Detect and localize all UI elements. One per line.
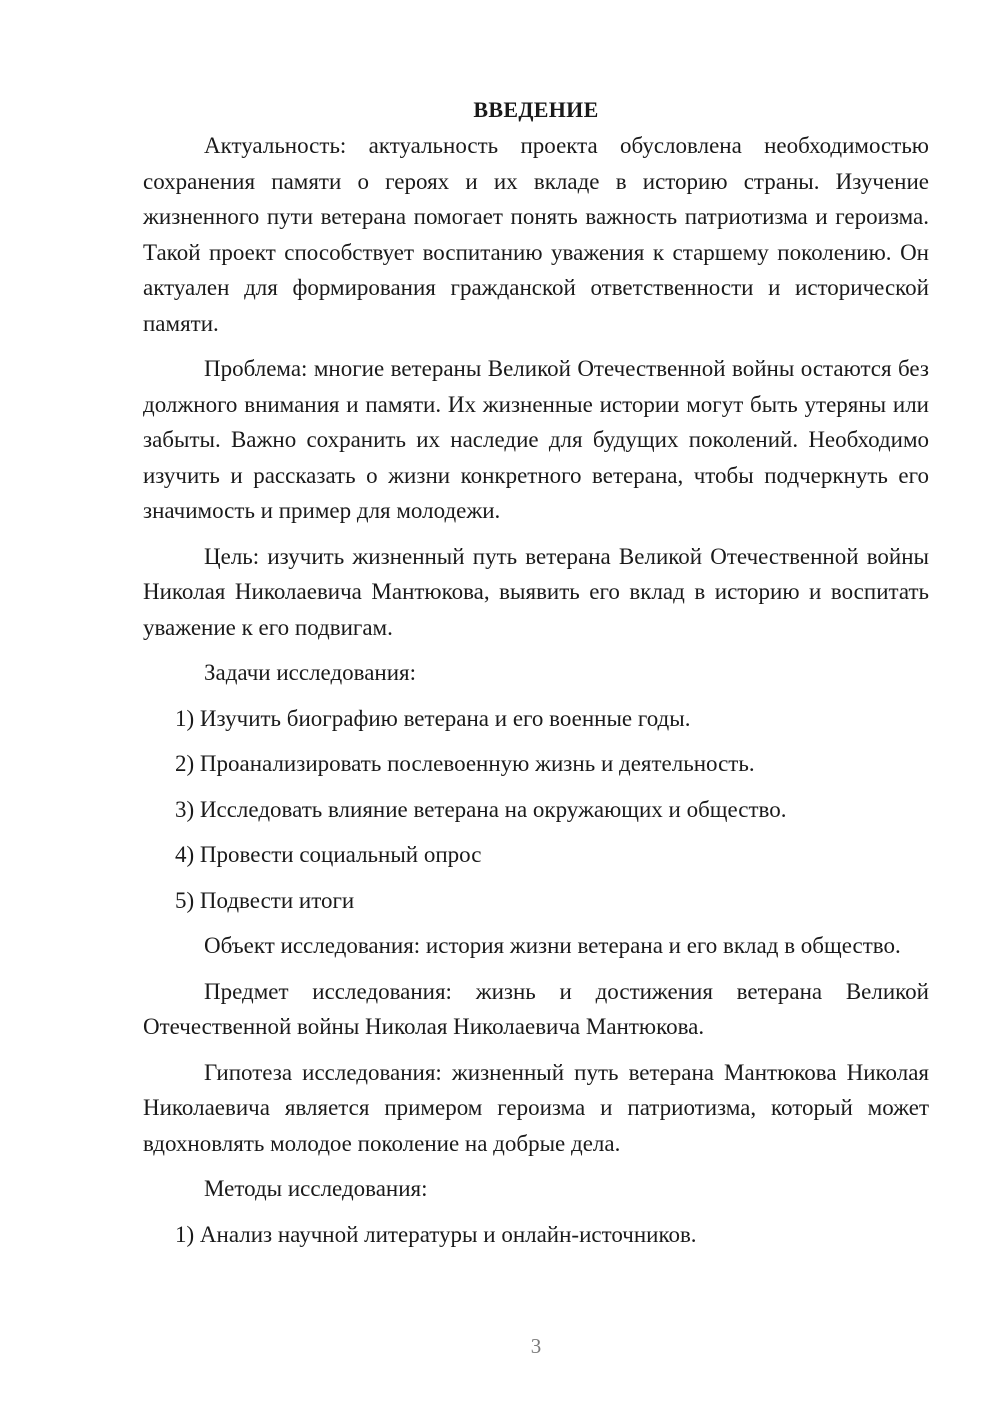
- paragraph-relevance: Актуальность: актуальность проекта обусловлена необходимостью сохранения памяти о героях и их вкладе в историю страны. Изучение жизненного пути ветерана помогает понять важность патриотизма и героизма. Такой проект способствует воспитанию уважения к старшему поколению. Он актуален для формирования гражданской ответственности и исторической памяти.: [143, 133, 929, 336]
- method-item: 1) Анализ научной литературы и онлайн-источников.: [175, 1221, 697, 1247]
- paragraph-goal: Цель: изучить жизненный путь ветерана Великой Отечественной войны Николая Николаевича Мантюкова, выявить его вклад в историю и воспитать уважение к его подвигам.: [143, 543, 929, 640]
- paragraph-subject: Предмет исследования: жизнь и достижения ветерана Великой Отечественной войны Николая Николаевича Мантюкова.: [143, 978, 929, 1039]
- task-item: 4) Провести социальный опрос: [175, 842, 482, 867]
- paragraph-hypothesis: Гипотеза исследования: жизненный путь ветерана Мантюкова Николая Николаевича является примером героизма и патриотизма, который может вдохновлять молодое поколение на добрые дела.: [143, 1059, 929, 1156]
- task-item: 2) Проанализировать послевоенную жизнь и деятельность.: [175, 751, 755, 776]
- section-title: ВВЕДЕНИЕ: [473, 97, 599, 122]
- task-item: 3) Исследовать влияние ветерана на окружающих и общество.: [175, 796, 787, 822]
- tasks-heading: Задачи исследования:: [204, 660, 417, 685]
- methods-heading: Методы исследования:: [204, 1176, 428, 1201]
- paragraph-object: Объект исследования: история жизни ветерана и его вклад в общество.: [204, 933, 901, 958]
- paragraph-problem: Проблема: многие ветераны Великой Отечественной войны остаются без должного внимания и памяти. Их жизненные истории могут быть утеряны или забыты. Важно сохранить их наследие для будущих поколений. Необходимо изучить и рассказать о жизни конкретного ветерана, чтобы подчеркнуть его значимость и пример для молодежи.: [143, 356, 929, 523]
- page-content: [143, 92, 929, 1252]
- task-item: 1) Изучить биографию ветерана и его военные годы.: [175, 705, 691, 731]
- task-item: 5) Подвести итоги: [175, 887, 355, 913]
- page-number: 3: [530, 1334, 542, 1358]
